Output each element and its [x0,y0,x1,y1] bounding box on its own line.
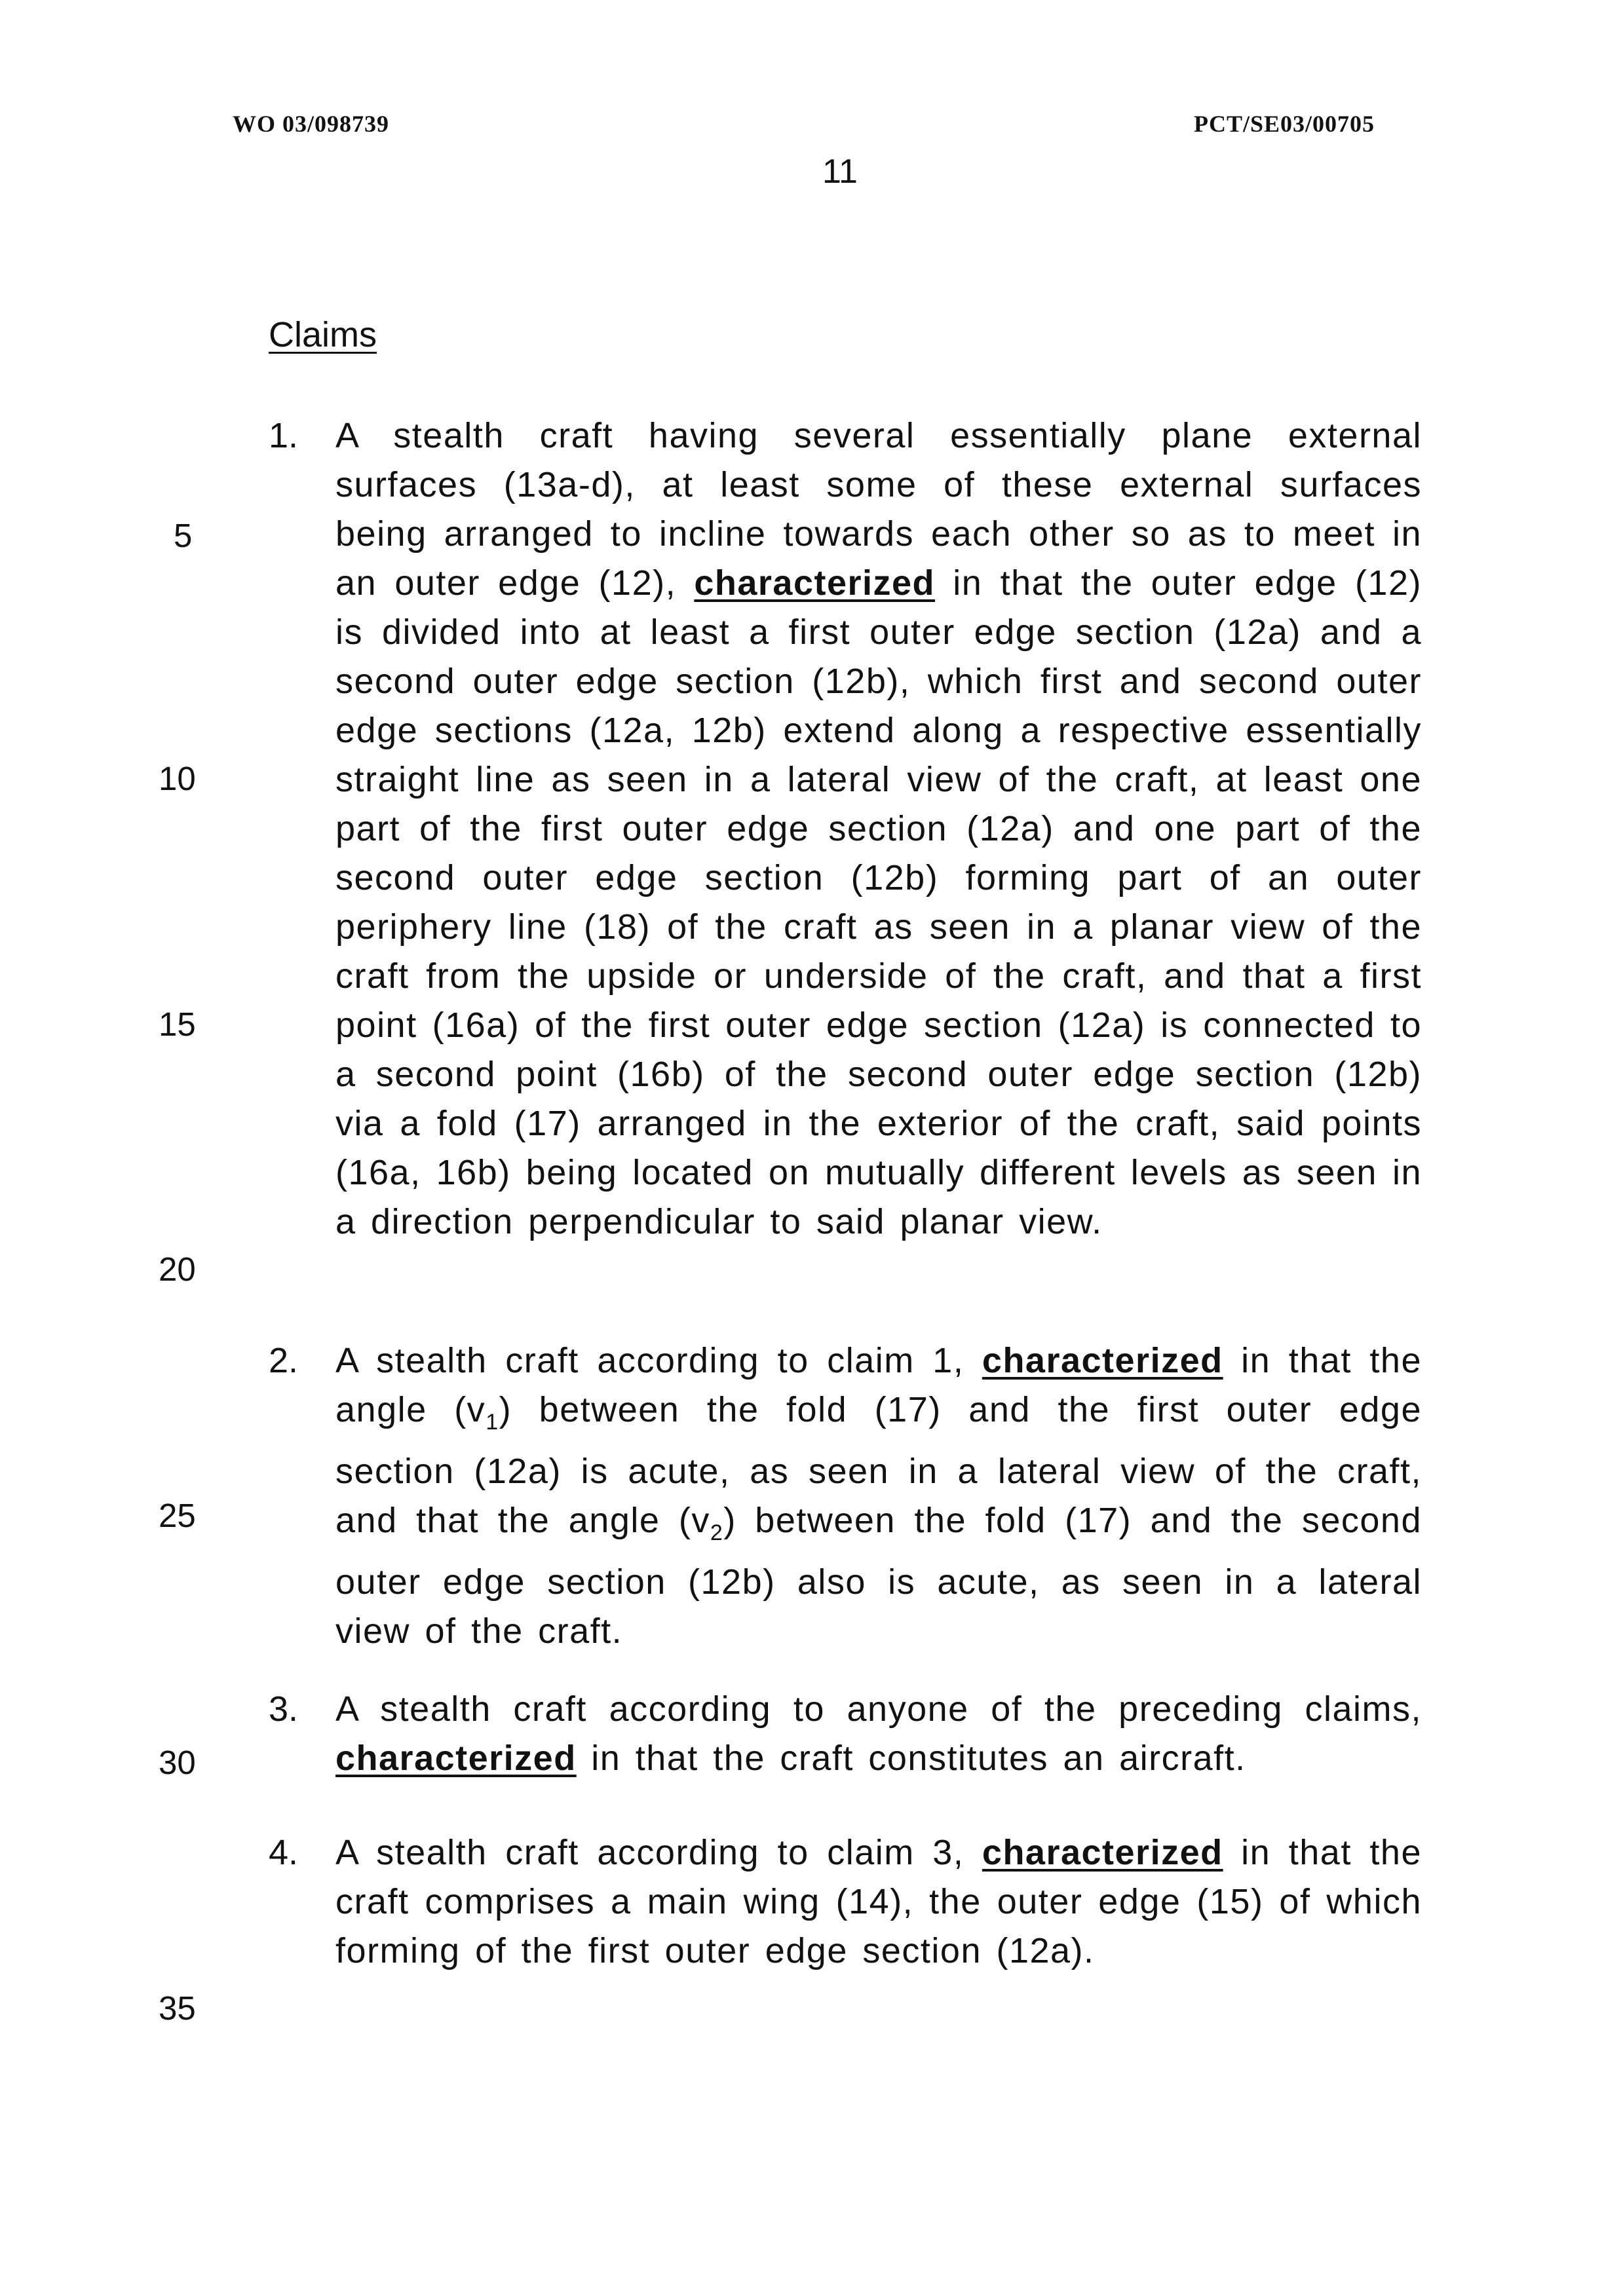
subscript: 1 [486,1409,499,1435]
claim-text-part: A stealth craft according to anyone of the preceding claims, [335,1689,1422,1729]
page-number: 11 [822,153,858,191]
claim-text-part: in that the craft comprises a main wing (14), the outer edge (15) of which forming of the first outer edge section (12a). [335,1833,1422,1970]
claim-number: 3. [269,1689,299,1729]
section-heading: Claims [269,315,377,354]
claim-text-part: A stealth craft according to claim 1, [335,1341,982,1380]
claim-text [335,1336,1422,1656]
line-number: 15 [159,1006,196,1043]
claim-text-part: in that the angle (v [335,1341,1422,1429]
characterized-keyword: characterized [335,1739,577,1778]
characterized-keyword: characterized [694,563,936,603]
claim-text-part: A stealth craft according to claim 3, [335,1833,982,1872]
publication-number: WO 03/098739 [233,111,390,137]
claim-text [335,1828,1422,1976]
claim-number: 2. [269,1341,299,1380]
claim-text-part: A stealth craft having several essentially plane external surfaces (13a-d), at least some of these external surfaces being arranged to incline towards each other so as to meet in an outer edge (12), [335,416,1422,603]
claim-number: 4. [269,1833,299,1872]
claim-4 [269,1828,1422,1976]
line-number: 30 [159,1744,196,1781]
claim-text-part: ) between the fold (17) and the first outer edge section (12a) is acute, as seen in a lateral view of the craft, and that the angle (v [335,1390,1422,1540]
claim-text-part: in that the outer edge (12) is divided into at least a first outer edge section (12a) and a second outer edge section (12b), which first and second outer edge sections (12a, 12b) extend along a respective essentially straight line as seen in a lateral view of the craft, at least one part of the first outer edge section (12a) and one part of the second outer edge section (12b) forming part of an outer periphery line (18) of the craft as seen in a planar view of the craft from the upside or underside of the craft, and that a first point (16a) of the first outer edge section (12a) is connected to a second point (16b) of the second outer edge section (12b) via a fold (17) arranged in the exterior of the craft, said points (16a, 16b) being located on mutually different levels as seen in a direction perpendicular to said planar view. [335,563,1422,1241]
characterized-keyword: characterized [982,1341,1223,1380]
line-number: 35 [159,1989,196,2027]
claim-1 [269,411,1422,1247]
application-number: PCT/SE03/00705 [1194,111,1375,137]
claim-text-part: in that the craft constitutes an aircraft. [576,1739,1246,1778]
claim-text [335,1685,1422,1783]
claim-number: 1. [269,416,299,455]
claim-3 [269,1685,1422,1783]
claim-text [335,411,1422,1247]
claim-2 [269,1336,1422,1656]
line-number: 20 [159,1251,196,1288]
line-number: 5 [174,517,193,554]
line-number: 10 [159,760,196,797]
claim-text-part: ) between the fold (17) and the second outer edge section (12b) also is acute, as seen in a lateral view of the craft. [335,1500,1422,1651]
line-number: 25 [159,1497,196,1534]
subscript: 2 [710,1520,724,1545]
characterized-keyword: characterized [982,1833,1223,1872]
